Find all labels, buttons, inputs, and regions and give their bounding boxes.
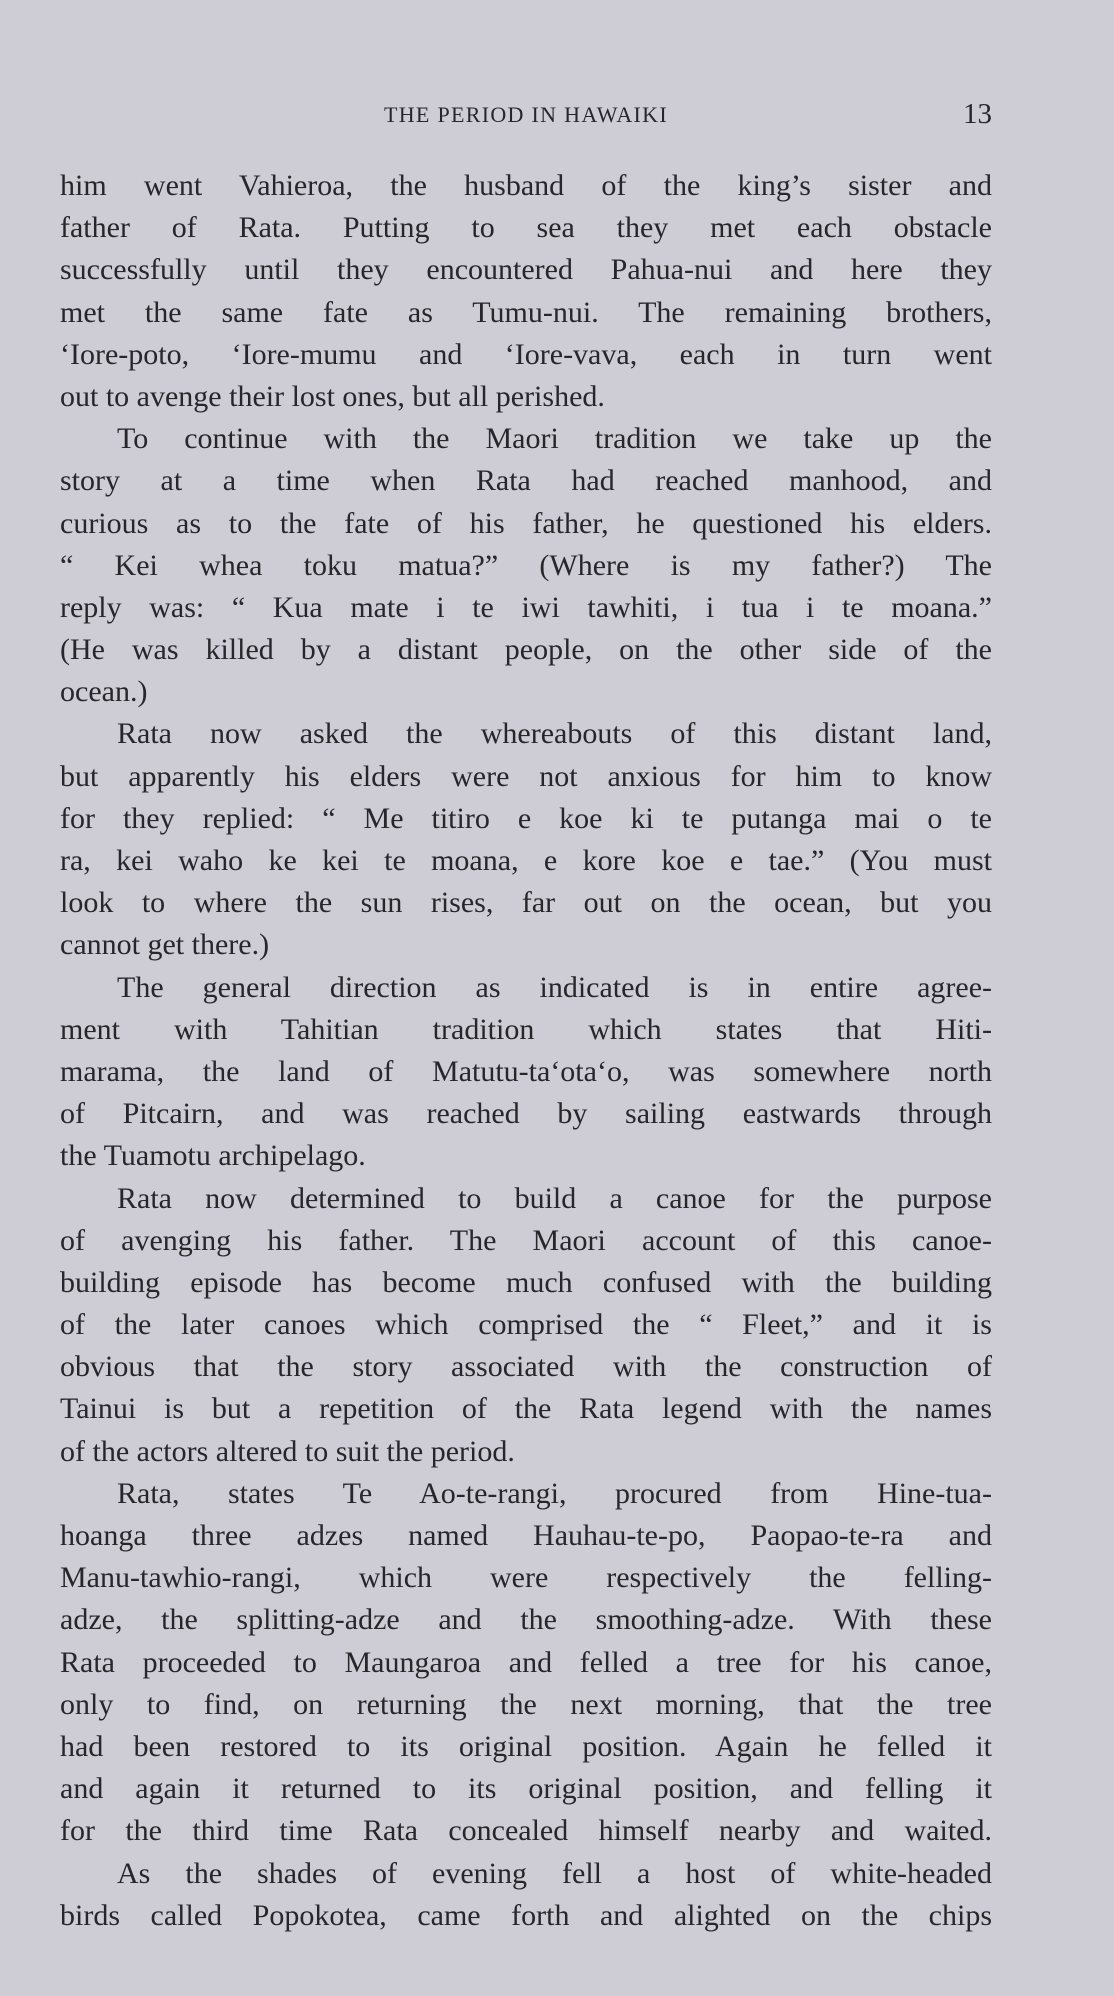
text-line: To continue with the Maori tradition we take up the [117,422,992,456]
text-line: of Pitcairn, and was reached by sailing eastwards through [60,1097,992,1131]
text-line: out to avenge their lost ones, but all perished. [60,379,605,413]
text-line: Rata now asked the whereabouts of this distant land, [117,717,992,751]
running-head: THE PERIOD IN HAWAIKI [384,102,668,127]
text-line: ocean.) [60,675,148,709]
text-line: ra, kei waho ke kei te moana, e kore koe e tae.” (You must [60,844,992,877]
text-line: story at a time when Rata had reached manhood, and [60,464,992,498]
text-line: and again it returned to its original position, and felling it [60,1772,992,1806]
text-line: Rata now determined to build a canoe for the purpose [117,1181,992,1215]
text-line: the Tuamotu archipelago. [60,1139,366,1173]
text-line: met the same fate as Tumu-nui. The remaining brothers, [60,295,992,329]
page-number: 13 [963,98,992,130]
text-line: Rata proceeded to Maungaroa and felled a tree for his canoe, [60,1645,992,1679]
text-line: reply was: “ Kua mate i te iwi tawhiti, i tua i te moana.” [60,590,992,624]
text-line: only to find, on returning the next morning, that the tree [60,1687,992,1721]
text-line: curious as to the fate of his father, he questioned his elders. [60,506,992,540]
text-line: father of Rata. Putting to sea they met each obstacle [60,211,992,245]
text-line: Tainui is but a repetition of the Rata legend with the names [60,1392,992,1426]
text-line: adze, the splitting-adze and the smoothing-adze. With these [60,1603,992,1637]
text-line: ‘Iore-poto, ‘Iore-mumu and ‘Iore-vava, each in turn went [60,337,992,371]
text-line: of the actors altered to suit the period. [60,1434,515,1468]
text-line: birds called Popokotea, came forth and alighted on the chips [60,1898,992,1932]
body-text [60,165,992,1937]
text-line: of avenging his father. The Maori account of this canoe- [60,1223,992,1257]
text-line: of the later canoes which comprised the “ Fleet,” and it is [60,1308,992,1342]
text-line: for the third time Rata concealed himself nearby and waited. [60,1814,992,1848]
text-line: for they replied: “ Me titiro e koe ki te putanga mai o te [60,801,992,835]
text-line: As the shades of evening fell a host of white-headed [117,1856,992,1890]
text-line: cannot get there.) [60,928,270,962]
text-line: but apparently his elders were not anxious for him to know [60,759,992,793]
text-line: hoanga three adzes named Hauhau-te-po, Paopao-te-ra and [60,1519,992,1552]
text-line: Rata, states Te Ao-te-rangi, procured from Hine-tua- [117,1476,992,1510]
page-header [60,100,992,140]
text-line: “ Kei whea toku matua?” (Where is my father?) The [60,548,992,582]
text-line: marama, the land of Matutu-ta‘ota‘o, was somewhere north [60,1054,992,1088]
text-line: successfully until they encountered Pahua-nui and here they [60,253,992,287]
text-line: him went Vahieroa, the husband of the king’s sister and [60,169,992,202]
text-line: ment with Tahitian tradition which states that Hiti- [60,1012,992,1046]
text-line: Manu-tawhio-rangi, which were respectively the felling- [60,1561,992,1595]
text-line: had been restored to its original position. Again he felled it [60,1729,992,1763]
text-line: look to where the sun rises, far out on the ocean, but you [60,886,992,920]
text-line: The general direction as indicated is in entire agree- [117,970,992,1004]
text-line: (He was killed by a distant people, on the other side of the [60,633,992,667]
text-line: obvious that the story associated with the construction of [60,1350,992,1384]
text-line: building episode has become much confused with the building [60,1265,992,1299]
